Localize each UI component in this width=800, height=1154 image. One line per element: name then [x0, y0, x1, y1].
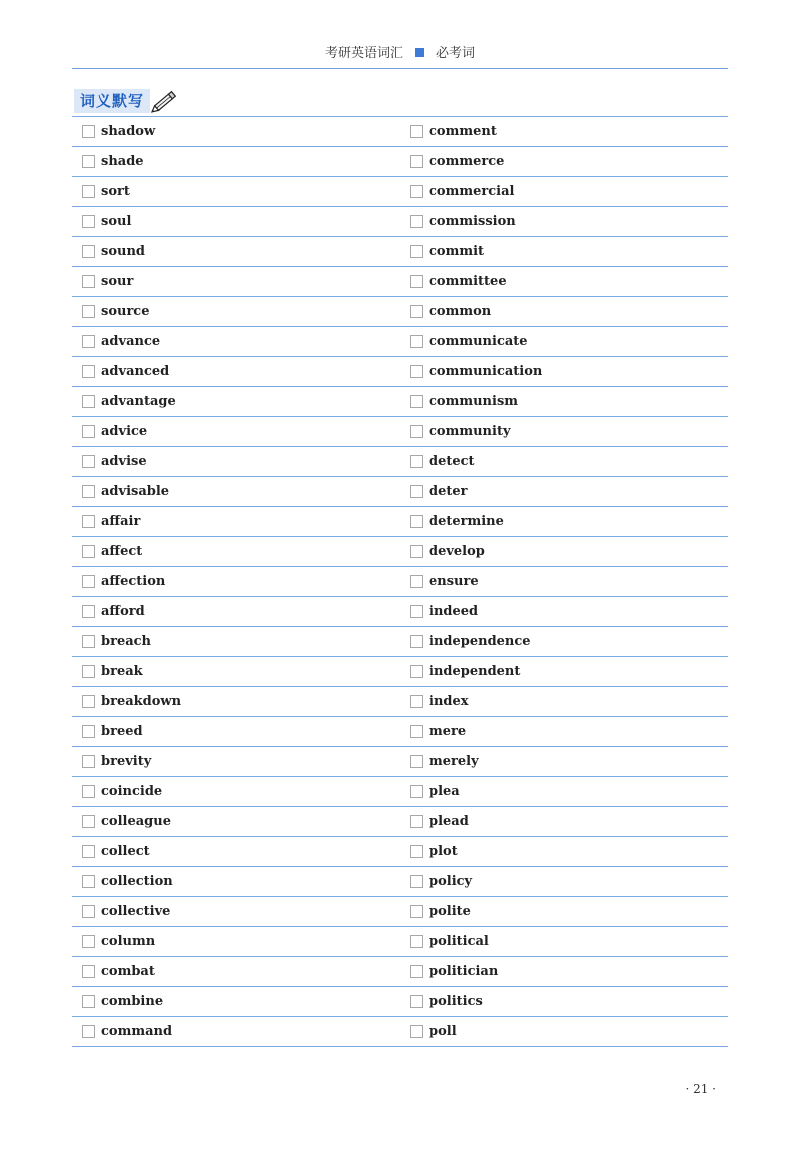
word-row: [72, 297, 728, 327]
checkbox[interactable]: [410, 485, 423, 498]
vocabulary-word: common: [429, 304, 492, 319]
checkbox[interactable]: [410, 845, 423, 858]
word-item-left: [82, 897, 170, 926]
vocabulary-word: detect: [429, 454, 475, 469]
vocabulary-word: collective: [101, 904, 171, 919]
word-item-right: [410, 477, 468, 506]
checkbox[interactable]: [410, 1025, 423, 1038]
checkbox[interactable]: [82, 365, 95, 378]
word-row: [72, 687, 728, 717]
word-row: [72, 116, 728, 147]
vocabulary-word: column: [101, 934, 156, 949]
checkbox[interactable]: [82, 515, 95, 528]
word-item-left: [82, 387, 176, 416]
vocabulary-word: determine: [429, 514, 504, 529]
word-item-left: [82, 147, 144, 176]
vocabulary-word: mere: [429, 724, 467, 739]
word-item-left: [82, 507, 140, 536]
vocabulary-word: policy: [429, 874, 473, 889]
vocabulary-word: combat: [101, 964, 155, 979]
checkbox[interactable]: [82, 965, 95, 978]
word-row: [72, 747, 728, 777]
word-row: [72, 567, 728, 597]
word-item-left: [82, 537, 142, 566]
checkbox[interactable]: [410, 275, 423, 288]
vocabulary-word: advisable: [101, 484, 170, 499]
vocabulary-word: ensure: [429, 574, 479, 589]
vocabulary-word: independent: [429, 664, 521, 679]
word-row: [72, 537, 728, 567]
checkbox[interactable]: [410, 905, 423, 918]
section-title: [74, 88, 180, 114]
vocabulary-word: advanced: [101, 364, 170, 379]
word-item-right: [410, 507, 504, 536]
word-row: [72, 1017, 728, 1047]
word-row: [72, 897, 728, 927]
checkbox[interactable]: [82, 905, 95, 918]
word-item-right: [410, 357, 542, 386]
checkbox[interactable]: [82, 335, 95, 348]
word-item-left: [82, 687, 181, 716]
vocabulary-word: plea: [429, 784, 460, 799]
checkbox[interactable]: [82, 695, 95, 708]
checkbox[interactable]: [82, 485, 95, 498]
vocabulary-word: break: [101, 664, 143, 679]
checkbox[interactable]: [82, 575, 95, 588]
checkbox[interactable]: [410, 875, 423, 888]
word-item-right: [410, 597, 478, 626]
vocabulary-word: soul: [101, 214, 132, 229]
word-row: [72, 477, 728, 507]
checkbox[interactable]: [82, 635, 95, 648]
checkbox[interactable]: [410, 155, 423, 168]
word-item-right: [410, 987, 483, 1016]
word-row: [72, 447, 728, 477]
word-item-left: [82, 357, 169, 386]
word-item-right: [410, 927, 489, 956]
word-list: [72, 116, 728, 1047]
checkbox[interactable]: [410, 335, 423, 348]
checkbox[interactable]: [82, 995, 95, 1008]
vocabulary-word: breakdown: [101, 694, 182, 709]
word-row: [72, 957, 728, 987]
checkbox[interactable]: [82, 605, 95, 618]
checkbox[interactable]: [410, 185, 423, 198]
word-item-left: [82, 117, 155, 146]
vocabulary-word: breed: [101, 724, 143, 739]
vocabulary-word: advance: [101, 334, 161, 349]
vocabulary-word: community: [429, 424, 511, 439]
word-row: [72, 237, 728, 267]
vocabulary-word: collection: [101, 874, 173, 889]
word-item-left: [82, 777, 162, 806]
word-item-right: [410, 627, 531, 656]
vocabulary-word: brevity: [101, 754, 152, 769]
word-item-left: [82, 567, 165, 596]
word-item-right: [410, 747, 479, 776]
word-item-right: [410, 1017, 457, 1046]
checkbox[interactable]: [82, 785, 95, 798]
checkbox[interactable]: [410, 455, 423, 468]
vocabulary-word: polite: [429, 904, 471, 919]
word-item-right: [410, 117, 497, 146]
checkbox[interactable]: [410, 365, 423, 378]
vocabulary-word: affection: [101, 574, 166, 589]
vocabulary-word: coincide: [101, 784, 163, 799]
vocabulary-word: combine: [101, 994, 164, 1009]
checkbox[interactable]: [410, 785, 423, 798]
word-item-left: [82, 297, 149, 326]
checkbox[interactable]: [82, 425, 95, 438]
word-item-left: [82, 717, 143, 746]
vocabulary-word: plot: [429, 844, 458, 859]
checkbox[interactable]: [410, 935, 423, 948]
word-item-right: [410, 537, 485, 566]
word-item-right: [410, 297, 491, 326]
checkbox[interactable]: [410, 995, 423, 1008]
checkbox[interactable]: [82, 725, 95, 738]
vocabulary-word: advise: [101, 454, 147, 469]
vocabulary-word: political: [429, 934, 489, 949]
checkbox[interactable]: [82, 185, 95, 198]
word-item-left: [82, 177, 130, 206]
checkbox[interactable]: [82, 125, 95, 138]
vocabulary-word: shade: [101, 154, 144, 169]
vocabulary-word: advantage: [101, 394, 176, 409]
vocabulary-word: sour: [101, 274, 134, 289]
vocabulary-word: communicate: [429, 334, 528, 349]
word-row: [72, 627, 728, 657]
word-item-left: [82, 867, 173, 896]
vocabulary-word: colleague: [101, 814, 171, 829]
checkbox[interactable]: [410, 515, 423, 528]
word-row: [72, 987, 728, 1017]
word-item-right: [410, 267, 507, 296]
word-item-left: [82, 207, 131, 236]
word-item-left: [82, 327, 160, 356]
word-item-right: [410, 897, 471, 926]
checkbox[interactable]: [82, 155, 95, 168]
checkbox[interactable]: [82, 395, 95, 408]
word-row: [72, 327, 728, 357]
vocabulary-word: committee: [429, 274, 507, 289]
checkbox[interactable]: [410, 545, 423, 558]
header-book-title: 考研英语词汇: [324, 46, 403, 61]
word-item-right: [410, 417, 511, 446]
vocabulary-word: plead: [429, 814, 469, 829]
vocabulary-word: commit: [429, 244, 485, 259]
vocabulary-word: indeed: [429, 604, 479, 619]
word-item-right: [410, 837, 458, 866]
vocabulary-word: affair: [101, 514, 141, 529]
page-number: · 21 ·: [685, 1082, 716, 1096]
word-item-left: [82, 807, 171, 836]
word-item-right: [410, 717, 466, 746]
checkbox[interactable]: [82, 875, 95, 888]
vocabulary-word: independence: [429, 634, 531, 649]
header-divider: [72, 68, 728, 69]
vocabulary-word: shadow: [101, 124, 156, 139]
word-row: [72, 717, 728, 747]
word-row: [72, 657, 728, 687]
checkbox[interactable]: [410, 395, 423, 408]
checkbox[interactable]: [82, 305, 95, 318]
word-item-right: [410, 237, 484, 266]
vocabulary-word: deter: [429, 484, 468, 499]
vocabulary-word: politics: [429, 994, 483, 1009]
word-item-left: [82, 837, 150, 866]
word-row: [72, 867, 728, 897]
word-item-right: [410, 867, 472, 896]
vocabulary-word: develop: [429, 544, 485, 559]
word-item-left: [82, 237, 145, 266]
page-header: [0, 44, 800, 64]
word-item-left: [82, 267, 133, 296]
section-title-label: 词义默写: [74, 89, 150, 113]
checkbox[interactable]: [410, 605, 423, 618]
vocabulary-word: commerce: [429, 154, 505, 169]
vocabulary-word: poll: [429, 1024, 457, 1039]
word-item-left: [82, 477, 169, 506]
checkbox[interactable]: [410, 815, 423, 828]
word-row: [72, 597, 728, 627]
vocabulary-word: advice: [101, 424, 148, 439]
word-item-left: [82, 657, 143, 686]
word-item-left: [82, 747, 151, 776]
pencil-icon: [150, 88, 180, 114]
word-row: [72, 357, 728, 387]
checkbox[interactable]: [82, 815, 95, 828]
word-row: [72, 777, 728, 807]
word-item-left: [82, 927, 155, 956]
vocabulary-word: source: [101, 304, 150, 319]
checkbox[interactable]: [410, 245, 423, 258]
checkbox[interactable]: [410, 755, 423, 768]
word-row: [72, 207, 728, 237]
checkbox[interactable]: [82, 545, 95, 558]
word-item-right: [410, 387, 518, 416]
vocabulary-word: communication: [429, 364, 543, 379]
word-item-left: [82, 627, 151, 656]
word-item-right: [410, 177, 514, 206]
vocabulary-word: politician: [429, 964, 499, 979]
checkbox[interactable]: [82, 845, 95, 858]
word-row: [72, 147, 728, 177]
checkbox[interactable]: [82, 1025, 95, 1038]
word-item-right: [410, 207, 516, 236]
checkbox[interactable]: [82, 935, 95, 948]
word-item-right: [410, 687, 469, 716]
checkbox[interactable]: [410, 725, 423, 738]
header-square-icon: [415, 48, 424, 57]
checkbox[interactable]: [82, 245, 95, 258]
checkbox[interactable]: [82, 455, 95, 468]
word-item-right: [410, 777, 460, 806]
vocabulary-word: collect: [101, 844, 150, 859]
vocabulary-word: index: [429, 694, 469, 709]
word-item-right: [410, 807, 469, 836]
vocabulary-word: commission: [429, 214, 516, 229]
checkbox[interactable]: [410, 965, 423, 978]
word-item-left: [82, 1017, 172, 1046]
checkbox[interactable]: [82, 665, 95, 678]
checkbox[interactable]: [410, 215, 423, 228]
checkbox[interactable]: [410, 125, 423, 138]
word-item-left: [82, 447, 147, 476]
header-section-name: 必考词: [436, 46, 476, 61]
word-row: [72, 807, 728, 837]
word-item-left: [82, 987, 163, 1016]
vocabulary-word: comment: [429, 124, 497, 139]
checkbox[interactable]: [410, 635, 423, 648]
checkbox[interactable]: [82, 755, 95, 768]
vocabulary-word: sort: [101, 184, 130, 199]
word-item-right: [410, 657, 520, 686]
word-row: [72, 507, 728, 537]
checkbox[interactable]: [410, 425, 423, 438]
word-item-right: [410, 567, 479, 596]
word-row: [72, 837, 728, 867]
vocabulary-word: communism: [429, 394, 519, 409]
vocabulary-word: breach: [101, 634, 152, 649]
checkbox[interactable]: [82, 275, 95, 288]
word-item-right: [410, 327, 528, 356]
vocabulary-word: affect: [101, 544, 143, 559]
word-item-left: [82, 417, 147, 446]
checkbox[interactable]: [410, 695, 423, 708]
word-row: [72, 927, 728, 957]
word-item-left: [82, 597, 145, 626]
word-item-right: [410, 447, 475, 476]
word-item-left: [82, 957, 155, 986]
vocabulary-word: commercial: [429, 184, 515, 199]
checkbox[interactable]: [410, 575, 423, 588]
vocabulary-word: sound: [101, 244, 145, 259]
word-row: [72, 417, 728, 447]
word-item-right: [410, 957, 498, 986]
word-row: [72, 387, 728, 417]
checkbox[interactable]: [410, 665, 423, 678]
word-row: [72, 177, 728, 207]
checkbox[interactable]: [82, 215, 95, 228]
vocabulary-word: afford: [101, 604, 145, 619]
vocabulary-word: command: [101, 1024, 173, 1039]
word-row: [72, 267, 728, 297]
checkbox[interactable]: [410, 305, 423, 318]
vocabulary-word: merely: [429, 754, 479, 769]
word-item-right: [410, 147, 504, 176]
